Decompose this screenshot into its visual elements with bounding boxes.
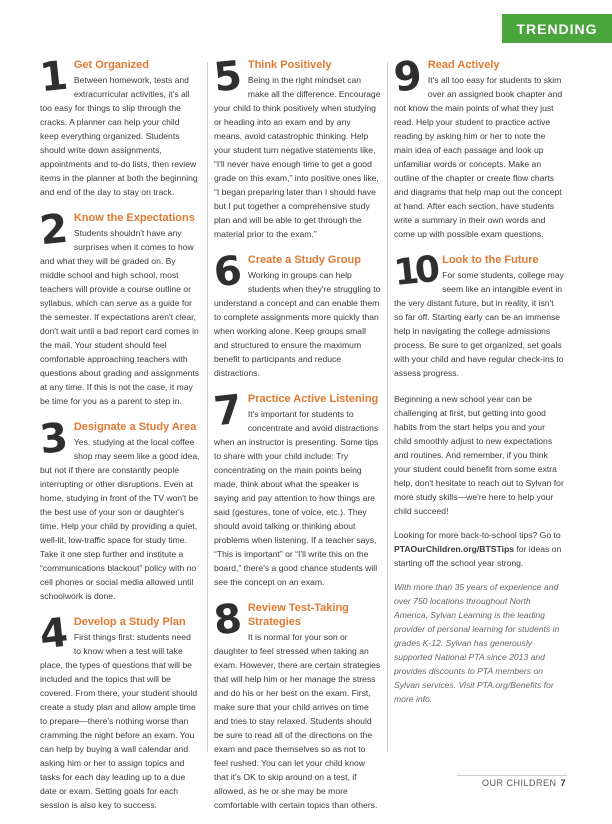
column-2 [211,52,381,824]
tip-text: Between homework, tests and extracurricular activities, it's all too easy for things to slip through the cracks. A planner can help your child keep everything organized. Students should write down assignments, appointments and to-do lists, then review items in the planner at both the beginning and end of the day to stay on track. [40,75,198,197]
tip-title: Review Test-Taking Strategies [247,602,349,628]
tip-number: 1 [37,52,71,102]
tips-link-paragraph [394,528,564,570]
tip-number: 7 [211,386,245,436]
tip-number: 6 [211,247,245,297]
tip-number: 5 [211,52,245,102]
closing-paragraph: Beginning a new school year can be challenging at first, but getting into good habits from the start helps you and your child smoothly adjust to new expectations and routines. And remember, if you think your student could benefit from some extra help, don't hesitate to reach out to Sylvan for more study skills—we're here to help your child succeed! [394,394,564,516]
footer-rule [457,775,567,776]
column-1 [37,52,200,824]
tip-number: 4 [37,609,71,659]
tip-text: Yes, studying at the local coffee shop may seem like a good idea, but not if there are constantly people interrupting or other disruptions. Even at home, studying in front of the TV won't be the best use of your son or daughter's time. Help your child by providing a quiet, well-lit, low-traffic space for study time. Take it one step further and institute a “communications blackout” policy with no cell phones or social media allowed until schoolwork is done. [40,437,200,601]
tip-number: 3 [37,414,71,464]
column-divider [387,62,388,752]
tip-9 [391,52,564,241]
tip-title: Practice Active Listening [247,393,379,405]
sylvan-about: With more than 35 years of experience and over 750 locations throughout North America, Sylvan Learning is the leading provider of personal learning for students in grades K-12. Sylvan has generously supported National PTA since 2013 and provides discounts to PTA members on Sylvan services. Visit PTA.org/Benefits for more info. [394,582,560,704]
tip-3 [37,414,200,603]
column-divider [207,62,208,752]
tip-7 [211,386,381,589]
tip-title: Know the Expectations [73,212,195,224]
tip-text: Being in the right mindset can make all the difference. Encourage your child to think positively when studying or heading into an exam and by any means, avoid catastrophic thinking. Help your student turn negative statements like, “I'll never have enough time to get a good grade on this exam,” into positive ones like, “I began preparing later than I should have but I put together a comprehensive study plan and will be able to get through the material prior to the exam.” [214,75,381,239]
publication-name: OUR CHILDREN [481,778,557,788]
tip-text: It's important for students to concentrate and avoid distractions when an instructor is presenting. Some tips to share with your child include: Try concentrating on the main points being made, think about what the speaker is saying and pay attention to how things are said (gestures, tone of voice, etc.). They should avoid talking or thinking about problems when listening. If a teacher says, “This is important” or “I'll write this on the board,” there's a good chance students will see the concept on an exam. [214,409,379,587]
tips-link-outro: for ideas on starting off the school year strong. [394,544,562,568]
tip-title: Read Actively [427,59,500,71]
tip-title: Look to the Future [442,254,539,266]
tip-text: Working in groups can help students when they're struggling to understand a concept and can enable them to complete assignments more quickly than when working alone. Keep groups small and structured to ensure the maximum benefit to participants and reduce distractions. [214,270,381,378]
column-3 [391,52,564,716]
tip-title: Create a Study Group [247,254,361,266]
tip-number: 9 [391,52,425,102]
page-number: 7 [560,778,566,788]
tip-4 [37,609,200,812]
tip-text: For some students, college may seem like an intangible event in the very distant future, but in reality, it isn't so far off. Starting early can be an immense help in navigating the college admissions process. Be sure to get organized, set goals with your child and have regular check-ins to assess progress. [394,270,564,378]
tips-link[interactable]: PTAOurChildren.org/BTSTips [394,544,514,554]
tips-link-intro: Looking for more back-to-school tips? Go to [394,530,561,540]
tip-text: Students shouldn't have any surprises when it comes to how and what they will be graded on. By middle school and high school, most teachers will provide a course outline or syllabus, which can serve as a guide for the semester. If expectations aren't clear, don't wait until a bad report card comes in the mail. Your student should feel comfortable approaching teachers with questions about grading and assignments at any time. If this is not the case, it may be time for you as a parent to step in. [40,228,200,406]
page-footer [482,778,566,788]
tip-text: It's all too easy for students to skim over an assigned book chapter and not know the main points of what they just read. Help your student to practice active reading by asking him or her to note the main idea of each passage and look up unfamiliar words or concepts. Make an outline of the chapter or create flow charts and diagrams that help map out the concept at hand. After each section, have students write a summary in their own words and come up with possible exam questions. [394,75,563,239]
tip-number: 2 [37,205,71,255]
tip-2 [37,205,200,408]
tip-title: Develop a Study Plan [73,616,186,628]
tip-text: It is normal for your son or daughter to feel stressed when taking an exam. However, there are certain strategies that will help him or her manage the stress and do his or her best on the exam. First, make sure that your child arrives on time and tries to stay relaxed. Students should be sure to read all of the directions on the exam and pace themselves so as not to feel rushed. You can let your child know that it's OK to skip around on a test, if allowed, as he or she may be more comfortable with certain topics than others. [214,632,381,810]
tip-number: 10 [391,248,439,295]
tip-title: Think Positively [247,59,332,71]
tip-6 [211,247,381,380]
trending-badge: TRENDING [502,14,612,43]
tip-title: Designate a Study Area [73,421,197,433]
tip-8 [211,595,381,812]
tip-title: Get Organized [73,59,150,71]
tip-text: First things first: students need to know when a test will take place, the types of questions that will be included and the topics that will be covered. From there, your student should create a study plan and allow ample time to prepare—there's nothing worse than cramming the night before an exam. You can help by buying a wall calendar and asking him or her to assign topics and tasks for each day leading up to a due date or exam. Setting goals for each session is also key to success. [40,632,198,810]
tip-10 [391,248,564,380]
tip-5 [211,52,381,241]
tip-1 [37,52,200,199]
tip-number: 8 [211,595,245,645]
